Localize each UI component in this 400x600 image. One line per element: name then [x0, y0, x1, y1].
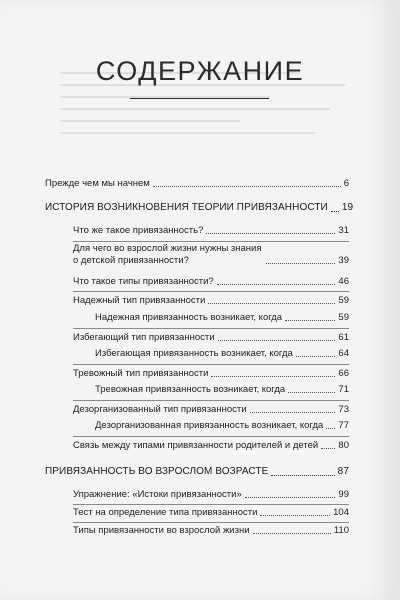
toc-entry-page: 80: [338, 440, 349, 451]
leader-dots: [296, 356, 336, 357]
toc-entry-label: Прежде чем мы начнем: [45, 178, 150, 189]
leader-dots: [218, 340, 336, 341]
toc-entry-page: 46: [338, 276, 349, 287]
toc-entry-label: Тревожная привязанность возникает, когда: [95, 384, 286, 395]
toc-entry-disorganized-when[interactable]: [95, 420, 349, 432]
toc-entry-page: 64: [338, 348, 349, 359]
toc-entry-type-test[interactable]: [73, 507, 349, 519]
toc-entry-parent-child-link[interactable]: [73, 440, 349, 452]
toc-entry-page: 110: [333, 525, 349, 536]
entry-divider: [73, 400, 349, 401]
toc-entry-label: Избегающая привязанность возникает, когда: [95, 348, 293, 359]
toc-entry-secure-when[interactable]: [95, 312, 349, 324]
toc-entry-label: Тест на определение типа привязанности: [73, 507, 258, 518]
toc-entry-avoidant-when[interactable]: [95, 348, 349, 360]
entry-divider: [73, 522, 349, 523]
leader-dots: [211, 376, 335, 377]
toc-entry-label: Типы привязанности во взрослой жизни: [73, 525, 250, 536]
leader-dots: [271, 475, 334, 476]
toc-entry-label: ПРИВЯЗАННОСТЬ ВО ВЗРОСЛОМ ВОЗРАСТЕ: [45, 466, 269, 477]
toc-entry-secure-type[interactable]: [73, 295, 349, 307]
toc-entry-label: Дезорганизованная привязанность возникает, когда: [95, 420, 324, 431]
leader-dots: [260, 515, 330, 516]
toc-entry-page: 104: [333, 507, 349, 518]
entry-divider: [73, 436, 349, 437]
entry-divider: [73, 291, 349, 292]
toc-entry-page: 87: [337, 466, 349, 477]
leader-dots: [208, 303, 335, 304]
toc-entry-page: 71: [338, 384, 349, 395]
leader-dots: [331, 211, 339, 212]
toc-entry-adult-types[interactable]: [73, 525, 349, 537]
toc-entry-page: 39: [338, 254, 349, 266]
toc-entry-avoidant-type[interactable]: [73, 332, 349, 344]
toc-entry-page: 61: [338, 332, 349, 343]
toc-entry-adult-knowledge[interactable]: [73, 243, 349, 267]
toc-entry-label: Что же такое привязанность?: [73, 225, 204, 236]
leader-dots: [288, 392, 335, 393]
toc-entry-page: 6: [343, 178, 349, 189]
toc-entry-anxious-when[interactable]: [95, 384, 349, 396]
toc-section-history[interactable]: [45, 202, 354, 215]
entry-divider: [73, 364, 349, 365]
toc-entry-page: 59: [338, 312, 349, 323]
toc-entry-disorganized-type[interactable]: [73, 404, 349, 416]
toc-entry-page: 99: [338, 489, 349, 500]
toc-entry-page: 59: [338, 295, 349, 306]
toc-entry-page: 73: [338, 404, 349, 415]
leader-dots: [266, 263, 335, 264]
leader-dots: [250, 412, 336, 413]
toc-entry-page: 77: [338, 420, 349, 431]
toc-entry-label: Упражнение: «Истоки привязанности»: [73, 489, 242, 500]
leader-dots: [217, 284, 336, 285]
leader-dots: [253, 533, 331, 534]
toc-entry-attachment-types[interactable]: [73, 276, 349, 288]
toc-entry-exercise-origins[interactable]: [73, 489, 349, 501]
toc-entry-label: Надежный тип привязанности: [73, 295, 206, 306]
toc-entry-what-is-attachment[interactable]: [73, 225, 349, 237]
page-title: СОДЕРЖАНИЕ: [95, 56, 305, 86]
leader-dots: [321, 448, 335, 449]
toc-entry-label: Для чего во взрослой жизни нужны знания о детской привязанности?: [73, 243, 262, 266]
toc-entry-label: Избегающий тип привязанности: [73, 332, 215, 343]
toc-entry-label: Что такое типы привязанности?: [73, 276, 214, 287]
toc-entry-label: Тревожный тип привязанности: [73, 368, 209, 379]
leader-dots: [153, 186, 341, 187]
toc-entry-anxious-type[interactable]: [73, 368, 349, 380]
toc-entry-page: 66: [338, 368, 349, 379]
entry-divider: [73, 328, 349, 329]
toc-entry-label: ИСТОРИЯ ВОЗНИКНОВЕНИЯ ТЕОРИИ ПРИВЯЗАННОСТИ: [45, 202, 328, 213]
leader-dots: [326, 428, 335, 429]
toc-entry-page: 19: [341, 202, 354, 213]
toc-section-adult-attachment[interactable]: [45, 466, 349, 479]
toc-entry-intro[interactable]: [45, 178, 349, 190]
entry-divider: [73, 241, 349, 242]
toc-entry-page: 31: [338, 225, 349, 236]
leader-dots: [206, 233, 335, 234]
toc-entry-label: Надежная привязанность возникает, когда: [95, 312, 283, 323]
leader-dots: [245, 497, 336, 498]
entry-divider: [73, 504, 349, 505]
leader-dots: [285, 320, 335, 321]
toc-entry-label: Дезорганизованный тип привязанности: [73, 404, 247, 415]
toc-entry-label: Связь между типами привязанности родителей и детей: [73, 440, 319, 451]
